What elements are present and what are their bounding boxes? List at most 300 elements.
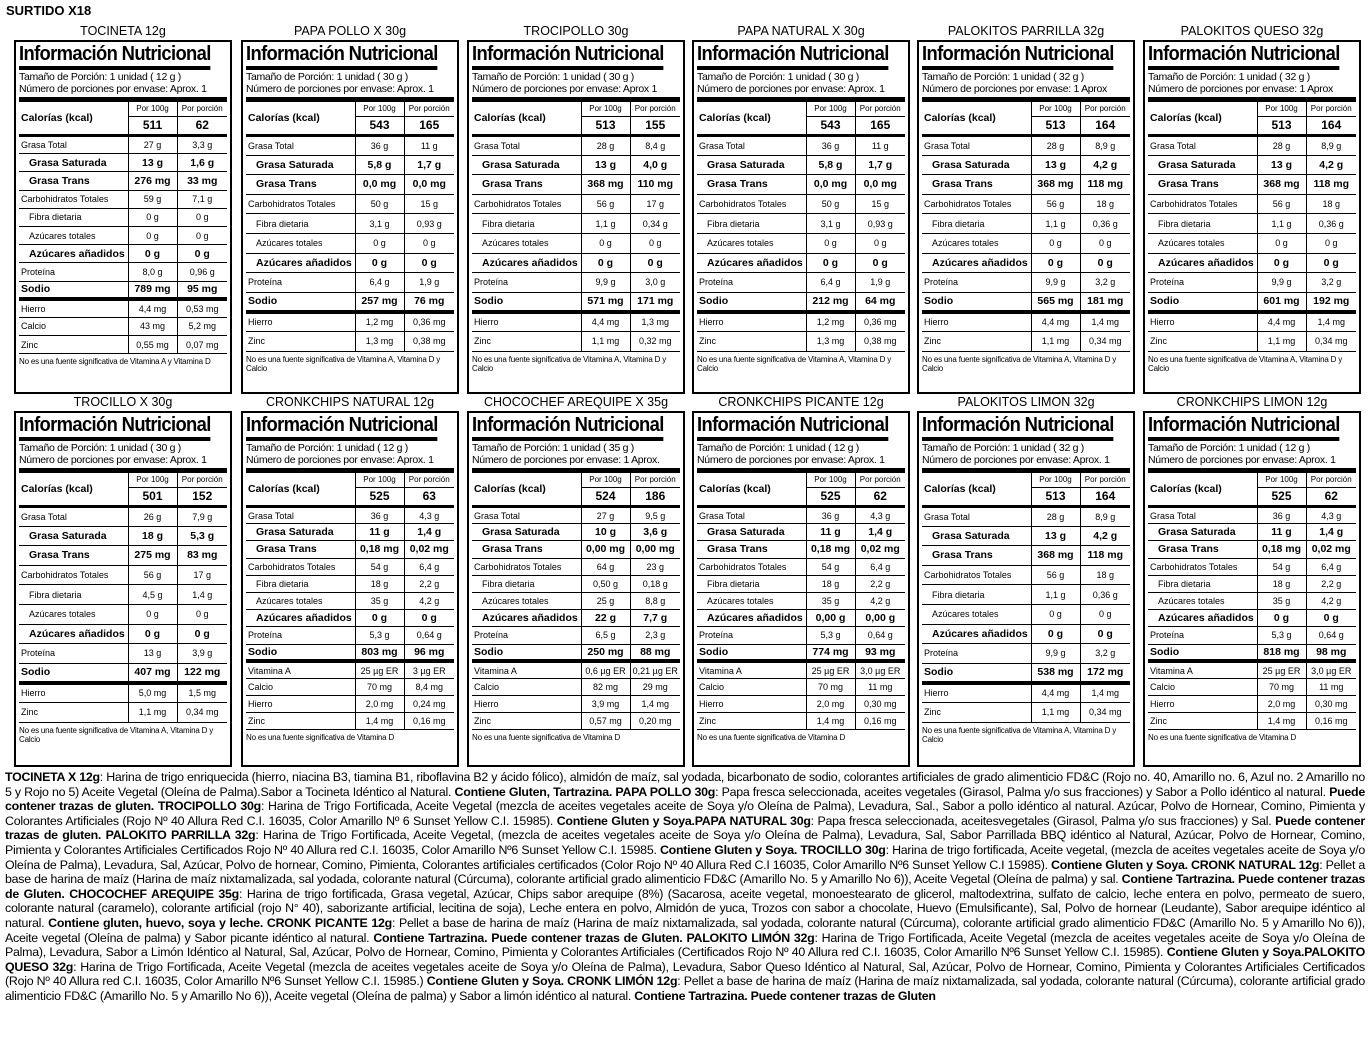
- nutrient-row: [19, 526, 227, 546]
- nutrient-portion: 3,9 g: [177, 644, 227, 664]
- nutrition-panel: [467, 411, 685, 767]
- servings-per-pack: Número de porciones por envase: 1 Aprox: [922, 82, 1107, 95]
- nutrient-label: Azúcares añadidos: [922, 624, 1031, 644]
- nutrient-portion: 29 mg: [630, 678, 680, 695]
- serving-size: Tamaño de Porción: 1 unidad ( 32 g ): [922, 442, 1084, 454]
- nutrient-per100: 13 g: [128, 154, 177, 172]
- calories-portion-value: 165: [870, 118, 891, 132]
- nutrient-portion: 0,53 mg: [177, 299, 227, 317]
- serving-size: Tamaño de Porción: 1 unidad ( 32 g ): [1148, 71, 1310, 83]
- panel-heading: Información Nutricional: [19, 413, 210, 441]
- calories-per100-value: 543: [820, 118, 841, 132]
- nutrient-per100: 11 g: [806, 524, 855, 541]
- ingredient-list: : Pellet a base de harina de maíz (Harina de maíz nixtamalizada, sal yodada, colorante natural (Cúrcuma), colorante artificial grado alimenticio FD&C (Amarillo No. 5 y Amarillo No 6)), Aceite vegetal (Oleína de palma) y Sabor a limón idéntico al natural.: [5, 974, 1366, 1003]
- nutrient-label: Zinc: [922, 331, 1031, 351]
- nutrient-row: [472, 644, 680, 661]
- nutrient-row: [19, 624, 227, 644]
- serving-size: Tamaño de Porción: 1 unidad ( 30 g ): [697, 71, 859, 83]
- nutrient-portion: 122 mg: [177, 663, 227, 683]
- nutrient-label: Azúcares totales: [246, 233, 355, 253]
- calories-portion-value: 164: [1095, 489, 1116, 503]
- calories-portion-value: 152: [192, 489, 213, 503]
- calories-label: Calorías (kcal): [246, 102, 355, 136]
- nutrient-per100: 0 g: [1031, 604, 1080, 624]
- nutrient-label: Azúcares añadidos: [19, 624, 128, 644]
- nutrient-per100: 18 g: [355, 575, 404, 592]
- nutrient-portion: 33 mg: [177, 172, 227, 190]
- nutrient-label: Sodio: [472, 644, 581, 661]
- panel-heading: Información Nutricional: [19, 42, 210, 70]
- nutrient-portion: 7,1 g: [177, 190, 227, 208]
- panel-heading: Información Nutricional: [472, 42, 663, 70]
- ingredient-product-name: Contiene Gluten y Soya.PAPA NATURAL 30g: [556, 813, 811, 828]
- nutrient-per100: 13 g: [1031, 526, 1080, 546]
- nutrient-label: Grasa Trans: [697, 175, 806, 195]
- calories-per100: [128, 473, 177, 507]
- serving-info: [1148, 441, 1356, 473]
- nutrient-label: Zinc: [472, 331, 581, 351]
- nutrient-label: Zinc: [19, 702, 128, 722]
- calories-per100: [1031, 473, 1080, 507]
- nutrient-per100: 4,4 mg: [1031, 312, 1080, 332]
- serving-size: Tamaño de Porción: 1 unidad ( 30 g ): [19, 442, 181, 454]
- nutrient-per100: 368 mg: [1257, 175, 1306, 195]
- nutrient-per100: 1,1 mg: [1031, 702, 1080, 722]
- nutrient-portion: 0 g: [177, 604, 227, 624]
- nutrient-row: [697, 592, 905, 609]
- nutrient-portion: 1,4 mg: [1080, 312, 1130, 332]
- nutrient-per100: 28 g: [581, 136, 630, 156]
- nutrient-label: Sodio: [1148, 292, 1257, 312]
- nutrient-label: Hierro: [922, 312, 1031, 332]
- nutrient-portion: 8,9 g: [1080, 507, 1130, 527]
- nutrient-label: Grasa Trans: [472, 175, 581, 195]
- product-column: [917, 0, 1135, 770]
- nutrient-per100: 789 mg: [128, 281, 177, 299]
- nutrient-row: [472, 524, 680, 541]
- nutrient-label: Hierro: [697, 696, 806, 713]
- nutrient-table: [472, 473, 680, 730]
- nutrient-per100: 0 g: [806, 253, 855, 273]
- calories-portion-value: 155: [645, 118, 666, 132]
- ingredient-product-name: Contiene Gluten y Soya. CRONK LIMÓN 12g: [426, 974, 678, 989]
- servings-per-pack: Número de porciones por envase: Aprox. 1: [246, 453, 434, 466]
- nutrient-per100: 59 g: [128, 190, 177, 208]
- nutrient-portion: 0 g: [630, 233, 680, 253]
- nutrient-portion: 2,2 g: [404, 575, 454, 592]
- nutrient-per100: 8,0 g: [128, 263, 177, 281]
- nutrient-label: Fibra dietaria: [246, 214, 355, 234]
- calories-box: [129, 473, 177, 505]
- panel-heading: Información Nutricional: [246, 42, 437, 70]
- nutrient-label: Grasa Total: [472, 136, 581, 156]
- calories-box: [178, 473, 228, 505]
- nutrition-panel: [1143, 411, 1361, 767]
- nutrient-row: [697, 575, 905, 592]
- nutrient-portion: 0,34 mg: [177, 702, 227, 722]
- calories-portion-value: 62: [873, 489, 887, 503]
- nutrient-per100: 0,57 mg: [581, 713, 630, 730]
- nutrient-label: Azúcares totales: [697, 233, 806, 253]
- nutrient-per100: 0 g: [128, 245, 177, 263]
- nutrient-portion: 118 mg: [1306, 175, 1356, 195]
- nutrient-label: Azúcares añadidos: [472, 253, 581, 273]
- nutrient-label: Hierro: [472, 312, 581, 332]
- portion-header: Por porción: [178, 102, 228, 117]
- nutrient-portion: 0 g: [1080, 604, 1130, 624]
- calories-portion-value: 165: [419, 118, 440, 132]
- servings-per-pack: Número de porciones por envase: Aprox. 1: [19, 82, 207, 95]
- nutrient-row: [1148, 713, 1356, 730]
- nutrient-portion: 0,18 g: [630, 575, 680, 592]
- per100-header: Por 100g: [807, 102, 855, 117]
- nutrient-row: [472, 696, 680, 713]
- nutrient-label: Grasa Total: [922, 507, 1031, 527]
- per100-header: Por 100g: [129, 473, 177, 488]
- nutrient-row: [697, 507, 905, 524]
- nutrient-label: Azúcares totales: [19, 226, 128, 244]
- nutrient-per100: 35 g: [1257, 592, 1306, 609]
- servings-per-pack: Número de porciones por envase: 1 Aprox: [1148, 82, 1333, 95]
- ingredient-product-name: Contiene gluten, huevo, soya y leche. CRONK PICANTE 12g: [48, 915, 392, 930]
- calories-label: Calorías (kcal): [246, 473, 355, 507]
- nutrient-portion: 0,16 mg: [404, 713, 454, 730]
- nutrient-label: Carbohidratos Totales: [19, 565, 128, 585]
- nutrient-portion: 0,36 g: [1080, 214, 1130, 234]
- nutrient-row: [19, 663, 227, 683]
- nutrient-portion: 192 mg: [1306, 292, 1356, 312]
- nutrient-row: [1148, 524, 1356, 541]
- nutrient-portion: 6,4 g: [404, 558, 454, 575]
- portion-header: Por porción: [405, 473, 455, 488]
- nutrient-label: Hierro: [246, 312, 355, 332]
- nutrient-per100: 1,1 mg: [1257, 331, 1306, 351]
- nutrition-panel: [241, 411, 459, 767]
- nutrient-portion: 4,2 g: [1080, 526, 1130, 546]
- nutrient-portion: 4,2 g: [1306, 155, 1356, 175]
- nutrient-label: Grasa Trans: [697, 541, 806, 558]
- nutrient-label: Azúcares añadidos: [1148, 253, 1257, 273]
- nutrient-per100: 0,50 g: [581, 575, 630, 592]
- nutrient-per100: 1,1 mg: [581, 331, 630, 351]
- nutrient-row: [19, 565, 227, 585]
- nutrient-label: Grasa Trans: [922, 175, 1031, 195]
- nutrient-portion: 0,64 g: [404, 627, 454, 644]
- calories-per100-value: 513: [595, 118, 616, 132]
- portion-header: Por porción: [1081, 102, 1131, 117]
- nutrient-row: [19, 546, 227, 566]
- product-column: [1143, 0, 1361, 770]
- nutrient-label: Grasa Total: [472, 507, 581, 524]
- nutrient-row: [922, 526, 1130, 546]
- nutrient-portion: 0,0 mg: [855, 175, 905, 195]
- panel-footnote: No es una fuente significativa de Vitamina D: [1148, 733, 1297, 743]
- serving-size: Tamaño de Porción: 1 unidad ( 35 g ): [472, 442, 634, 454]
- nutrient-label: Fibra dietaria: [1148, 575, 1257, 592]
- nutrient-label: Zinc: [922, 702, 1031, 722]
- calories-label: Calorías (kcal): [697, 473, 806, 507]
- nutrient-label: Grasa Trans: [1148, 175, 1257, 195]
- calories-per100-value: 525: [369, 489, 390, 503]
- nutrient-portion: 0,30 mg: [1306, 696, 1356, 713]
- nutrient-per100: 2,0 mg: [806, 696, 855, 713]
- serving-size: Tamaño de Porción: 1 unidad ( 12 g ): [697, 442, 859, 454]
- calories-label: Calorías (kcal): [1148, 102, 1257, 136]
- nutrient-portion: 1,3 mg: [630, 312, 680, 332]
- nutrient-row: [472, 575, 680, 592]
- nutrient-label: Grasa Total: [922, 136, 1031, 156]
- nutrient-label: Grasa Total: [246, 507, 355, 524]
- nutrient-label: Proteína: [246, 627, 355, 644]
- nutrient-per100: 54 g: [806, 558, 855, 575]
- per100-header: Por 100g: [582, 473, 630, 488]
- nutrient-label: Azúcares añadidos: [697, 253, 806, 273]
- nutrient-portion: 18 g: [1080, 194, 1130, 214]
- nutrient-row: [922, 702, 1130, 722]
- nutrient-per100: 276 mg: [128, 172, 177, 190]
- nutrient-label: Grasa Saturada: [697, 524, 806, 541]
- nutrient-portion: 0 g: [404, 233, 454, 253]
- nutrient-per100: 0 g: [1031, 253, 1080, 273]
- nutrient-label: Calcio: [1148, 678, 1257, 695]
- calories-box: [1032, 473, 1080, 505]
- product-title: TROCIPOLLO 30g: [523, 24, 629, 38]
- nutrient-label: Azúcares totales: [472, 592, 581, 609]
- nutrient-label: Azúcares totales: [922, 233, 1031, 253]
- nutrient-portion: 7,9 g: [177, 507, 227, 527]
- nutrient-per100: 6,4 g: [806, 273, 855, 293]
- nutrient-per100: 0 g: [1031, 233, 1080, 253]
- nutrient-per100: 70 mg: [355, 678, 404, 695]
- nutrient-per100: 0 g: [581, 233, 630, 253]
- nutrient-portion: 0,30 mg: [855, 696, 905, 713]
- calories-row: [922, 473, 1130, 507]
- nutrient-row: [697, 541, 905, 558]
- serving-info: [922, 441, 1130, 473]
- nutrient-row: [472, 713, 680, 730]
- product-title: PAPA NATURAL X 30g: [737, 24, 865, 38]
- nutrient-label: Sodio: [1148, 644, 1257, 661]
- nutrient-label: Sodio: [697, 292, 806, 312]
- nutrient-label: Grasa Saturada: [1148, 524, 1257, 541]
- nutrient-row: [246, 696, 454, 713]
- nutrient-label: Vitamina A: [472, 661, 581, 678]
- calories-box: [807, 473, 855, 505]
- nutrient-per100: 407 mg: [128, 663, 177, 683]
- nutrient-portion: 4,3 g: [1306, 507, 1356, 524]
- nutrient-per100: 25 µg ER: [355, 661, 404, 678]
- ingredient-product-name: Contiene Tartrazina. Puede contener trazas de Gluten. CHOCOCHEF AREQUIPE 35g: [5, 872, 1365, 901]
- calories-box: [856, 473, 906, 505]
- calories-portion: [855, 473, 905, 507]
- nutrient-label: Azúcares totales: [472, 233, 581, 253]
- nutrient-portion: 0 g: [1306, 233, 1356, 253]
- calories-label: Calorías (kcal): [1148, 473, 1257, 507]
- nutrient-label: Grasa Saturada: [19, 526, 128, 546]
- panel-heading: Información Nutricional: [246, 413, 437, 441]
- nutrient-table: [19, 473, 227, 723]
- panel-heading: Información Nutricional: [1148, 42, 1339, 70]
- nutrient-per100: 56 g: [128, 565, 177, 585]
- nutrient-row: [1148, 696, 1356, 713]
- nutrient-portion: 0 g: [404, 253, 454, 273]
- nutrient-portion: 181 mg: [1080, 292, 1130, 312]
- serving-info: [472, 441, 680, 473]
- nutrient-portion: 11 mg: [1306, 678, 1356, 695]
- nutrient-label: Zinc: [697, 713, 806, 730]
- nutrient-portion: 110 mg: [630, 175, 680, 195]
- nutrient-label: Grasa Trans: [19, 546, 128, 566]
- nutrient-portion: 17 g: [630, 194, 680, 214]
- nutrient-row: [472, 678, 680, 695]
- calories-portion: [177, 473, 227, 507]
- nutrient-label: Carbohidratos Totales: [246, 194, 355, 214]
- nutrient-portion: 0 g: [855, 233, 905, 253]
- nutrient-portion: 0,36 g: [1306, 214, 1356, 234]
- nutrient-per100: 0 g: [1257, 233, 1306, 253]
- nutrient-label: Grasa Trans: [922, 546, 1031, 566]
- nutrient-per100: 43 mg: [128, 317, 177, 335]
- nutrient-label: Fibra dietaria: [472, 575, 581, 592]
- calories-per100-value: 525: [1271, 489, 1292, 503]
- nutrient-label: Proteína: [922, 644, 1031, 664]
- nutrient-portion: 1,4 g: [177, 585, 227, 605]
- nutrient-per100: 70 mg: [806, 678, 855, 695]
- nutrient-per100: 36 g: [806, 136, 855, 156]
- nutrient-portion: 3,0 µg ER: [855, 661, 905, 678]
- nutrient-per100: 25 g: [581, 592, 630, 609]
- calories-per100-value: 513: [1045, 489, 1066, 503]
- nutrient-row: [697, 678, 905, 695]
- nutrient-label: Fibra dietaria: [246, 575, 355, 592]
- nutrient-portion: 6,4 g: [855, 558, 905, 575]
- nutrient-per100: 0,00 g: [806, 610, 855, 627]
- ingredient-list: : Harina de trigo enriquecida (hierro, niacina B3, tiamina B1, riboflavina B2 y ácido fólico), almidón de maíz, sal yodada, bicarbonato de sodio, colorantes artificiales de grado alimenticio FD&C (Rojo no. 40, Amarillo no. 6, Azul no. 2 Amarillo no 5 y Rojo no 5) Aceite Vegetal (Oleína de Palma).Sabor a Tocineta Idéntico al Natural.: [5, 770, 1365, 799]
- nutrient-label: Carbohidratos Totales: [922, 194, 1031, 214]
- product-title: PAPA POLLO X 30g: [293, 24, 407, 38]
- portion-header: Por porción: [856, 102, 906, 117]
- calories-label: Calorías (kcal): [922, 473, 1031, 507]
- nutrient-per100: 26 g: [128, 507, 177, 527]
- calories-per100-value: 525: [820, 489, 841, 503]
- nutrient-portion: 8,9 g: [1306, 136, 1356, 156]
- nutrient-portion: 1,6 g: [177, 154, 227, 172]
- nutrient-label: Azúcares totales: [1148, 233, 1257, 253]
- nutrient-row: [922, 565, 1130, 585]
- calories-row: [1148, 473, 1356, 507]
- calories-box: [582, 473, 630, 505]
- nutrient-row: [922, 604, 1130, 624]
- ingredient-product-name: Contiene Gluten, Tartrazina. PAPA POLLO 30g: [454, 784, 716, 799]
- panel-footnote: No es una fuente significativa de Vitamina D: [246, 733, 395, 743]
- ingredient-list: : Harina de Trigo Fortificada, Aceite Vegetal (mezcla de aceites vegetales aceite de Soya y/o Oleína de Palma), Levadura, Sal., Sabor a pollo idéntico al natural. Azúcar, Polvo de Hornear, Comino, Pimienta y Colorantes Artificiales (Rojo Nº 40 Allura Red C.I. 16035, Color Amarillo Nº 6 Sunset Yellow C.I. 15985).: [5, 799, 1365, 828]
- ingredient-product-name: Contiene Tartrazina. Puede contener trazas de Gluten. PALOKITO LIMÓN 32g: [373, 930, 815, 945]
- nutrient-portion: 0 g: [177, 226, 227, 244]
- nutrient-portion: 0,36 mg: [404, 312, 454, 332]
- nutrient-label: Proteína: [472, 273, 581, 293]
- nutrient-per100: 257 mg: [355, 292, 404, 312]
- nutrient-portion: 0,21 µg ER: [630, 661, 680, 678]
- nutrient-portion: 3,6 g: [630, 524, 680, 541]
- nutrient-label: Carbohidratos Totales: [19, 190, 128, 208]
- nutrient-row: [246, 610, 454, 627]
- nutrient-label: Hierro: [1148, 312, 1257, 332]
- panel-heading: Información Nutricional: [697, 413, 888, 441]
- calories-per100: [1257, 473, 1306, 507]
- calories-portion-value: 63: [422, 489, 436, 503]
- nutrient-label: Azúcares añadidos: [19, 245, 128, 263]
- nutrient-table: [1148, 473, 1356, 730]
- nutrient-label: Vitamina A: [697, 661, 806, 678]
- nutrient-label: Azúcares totales: [922, 604, 1031, 624]
- nutrient-label: Grasa Saturada: [472, 524, 581, 541]
- nutrient-per100: 212 mg: [806, 292, 855, 312]
- nutrient-portion: 0 g: [177, 245, 227, 263]
- product-column: [241, 0, 459, 770]
- nutrient-per100: 0 g: [1257, 253, 1306, 273]
- nutrient-portion: 0 g: [1080, 233, 1130, 253]
- nutrient-per100: 538 mg: [1031, 663, 1080, 683]
- nutrient-label: Hierro: [472, 696, 581, 713]
- nutrient-portion: 0,64 g: [1306, 627, 1356, 644]
- servings-per-pack: Número de porciones por envase: Aprox. 1: [697, 82, 885, 95]
- nutrient-portion: 4,3 g: [404, 507, 454, 524]
- per100-header: Por 100g: [807, 473, 855, 488]
- nutrient-label: Sodio: [19, 281, 128, 299]
- panel-footnote: No es una fuente significativa de Vitamina A, Vitamina D y Calcio: [472, 354, 666, 373]
- nutrient-row: [1148, 661, 1356, 678]
- nutrient-label: Calcio: [246, 678, 355, 695]
- panel-heading: Información Nutricional: [922, 413, 1113, 441]
- nutrient-per100: 818 mg: [1257, 644, 1306, 661]
- nutrient-label: Proteína: [472, 627, 581, 644]
- nutrient-portion: 17 g: [177, 565, 227, 585]
- panel-footnote: No es una fuente significativa de Vitamina A, Vitamina D y Calcio: [922, 725, 1116, 744]
- nutrient-per100: 1,4 mg: [1257, 713, 1306, 730]
- nutrient-portion: 2,3 g: [630, 627, 680, 644]
- nutrient-per100: 4,4 mg: [581, 312, 630, 332]
- nutrient-label: Carbohidratos Totales: [922, 565, 1031, 585]
- nutrient-label: Calcio: [697, 678, 806, 695]
- nutrient-label: Azúcares añadidos: [922, 253, 1031, 273]
- nutrient-per100: 27 g: [581, 507, 630, 524]
- nutrient-row: [19, 683, 227, 703]
- nutrient-row: [246, 661, 454, 678]
- nutrient-row: [697, 661, 905, 678]
- nutrient-label: Grasa Total: [19, 136, 128, 154]
- nutrient-row: [1148, 627, 1356, 644]
- nutrient-portion: 118 mg: [1080, 546, 1130, 566]
- nutrient-portion: 8,4 mg: [404, 678, 454, 695]
- nutrient-label: Azúcares añadidos: [472, 610, 581, 627]
- nutrition-panel: [692, 411, 910, 767]
- nutrient-per100: 54 g: [355, 558, 404, 575]
- nutrient-row: [1148, 541, 1356, 558]
- nutrient-row: [922, 644, 1130, 664]
- nutrient-label: Grasa Trans: [19, 172, 128, 190]
- nutrient-per100: 368 mg: [1031, 546, 1080, 566]
- nutrient-portion: 0,93 g: [855, 214, 905, 234]
- nutrient-label: Grasa Total: [19, 507, 128, 527]
- nutrient-portion: 0,34 mg: [1080, 331, 1130, 351]
- product-title: PALOKITOS PARRILLA 32g: [947, 24, 1105, 38]
- nutrient-per100: 36 g: [1257, 507, 1306, 524]
- nutrient-row: [472, 507, 680, 524]
- nutrient-label: Proteína: [697, 627, 806, 644]
- nutrient-label: Carbohidratos Totales: [1148, 558, 1257, 575]
- panel-footnote: No es una fuente significativa de Vitamina A, Vitamina D y Calcio: [19, 725, 213, 744]
- nutrient-label: Sodio: [922, 663, 1031, 683]
